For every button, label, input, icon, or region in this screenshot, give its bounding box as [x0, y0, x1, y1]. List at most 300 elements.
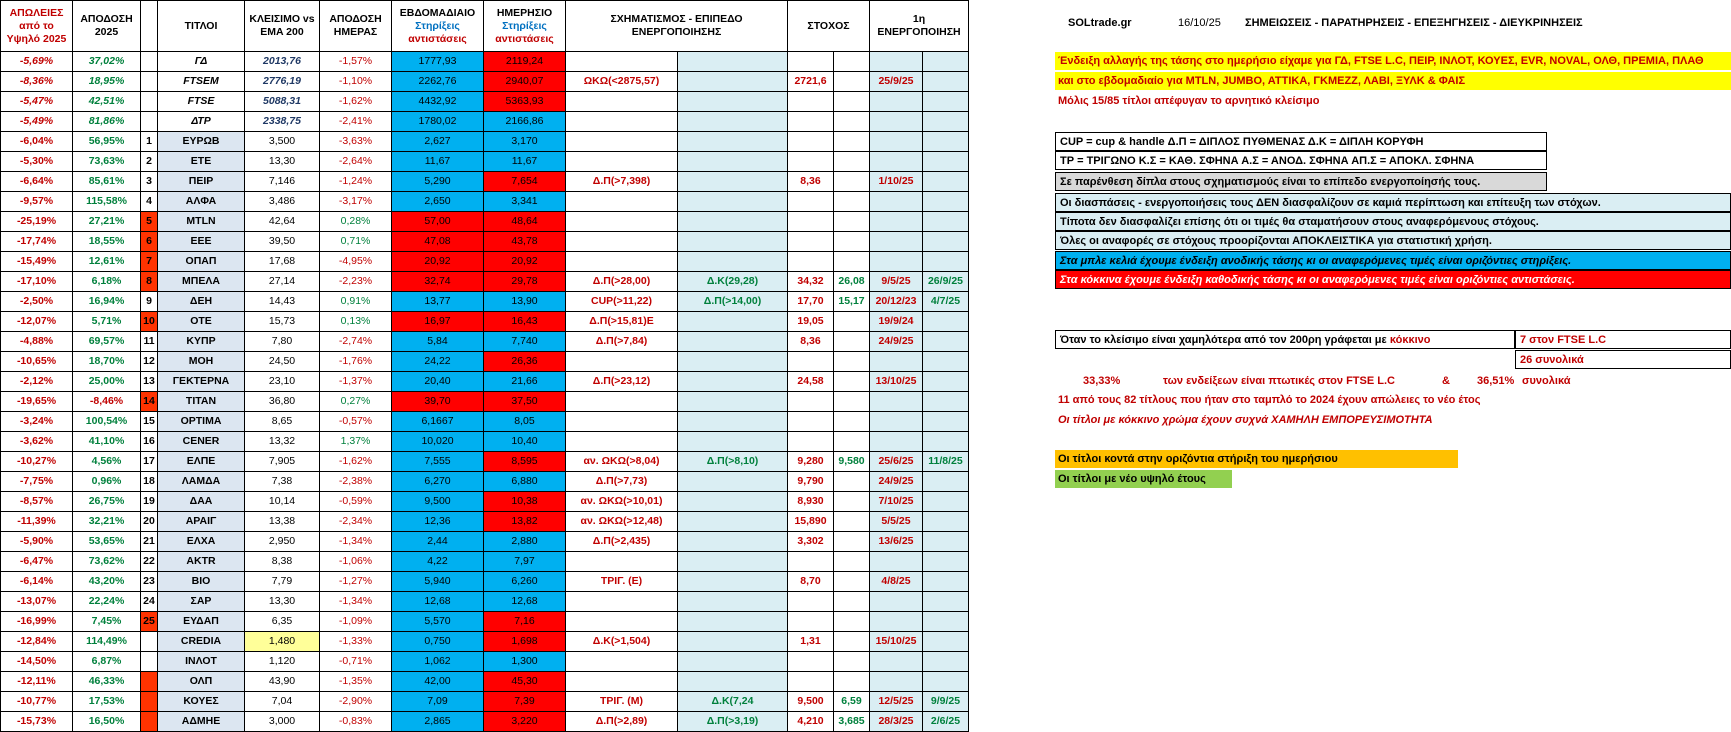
rank-number: 24 [141, 592, 158, 612]
pattern-secondary [678, 652, 788, 672]
pattern-header: ΣΧΗΜΑΤΙΣΜΟΣ - ΕΠΙΠΕΔΟ ΕΝΕΡΓΟΠΟΙΗΣΗΣ [566, 1, 788, 52]
close-price: 7,905 [245, 452, 320, 472]
stock-row [1, 172, 969, 192]
low-liquidity-note: Οι τίτλοι με κόκκινο χρώμα έχουν συχνά ΧΑΜΗΛΗ ΕΜΠΟΡΕΥΣΙΜΟΤΗΤΑ [1058, 414, 1433, 426]
titles-header: ΤΙΤΛΟΙ [158, 1, 245, 52]
stock-row [1, 532, 969, 552]
activation-primary: 13/6/25 [870, 532, 923, 552]
trend-change-daily: Ένδειξη αλλαγής της τάσης στο ημερήσιο είχαμε για ΓΔ, FTSE L.C, ΠΕΙΡ, ΙΝΛΟΤ, ΚΟΥΕΣ, EVR, NOVAL, ΟΛΘ, ΠΡΕΜΙΑ, ΠΛΑΘ [1055, 52, 1731, 70]
stock-row [1, 232, 969, 252]
rank-number: 4 [141, 192, 158, 212]
close-price: 5088,31 [245, 92, 320, 112]
weekly-level: 1,062 [392, 652, 484, 672]
close-price: 36,80 [245, 392, 320, 412]
ticker-name: ΟΤΕ [158, 312, 245, 332]
ticker-name: ΓΕΚΤΕΡΝΑ [158, 372, 245, 392]
stock-row [1, 572, 969, 592]
loss-from-high: -2,12% [1, 372, 73, 392]
loss-from-high: -3,24% [1, 412, 73, 432]
loss-from-high: -17,10% [1, 272, 73, 292]
activation-secondary [923, 532, 969, 552]
activation-secondary [923, 432, 969, 452]
return-2025: 0,96% [73, 472, 141, 492]
close-price: 3,000 [245, 712, 320, 732]
close-price: 13,32 [245, 432, 320, 452]
rank-number [141, 52, 158, 72]
activation-primary [870, 152, 923, 172]
close-price: 17,68 [245, 252, 320, 272]
target-secondary [834, 252, 870, 272]
pattern-secondary [678, 332, 788, 352]
daily-header [484, 1, 566, 52]
target-secondary [834, 132, 870, 152]
loss-from-high: -17,74% [1, 232, 73, 252]
pattern-secondary [678, 172, 788, 192]
pattern-secondary [678, 152, 788, 172]
close-price: 6,35 [245, 612, 320, 632]
day-return: -2,38% [320, 472, 392, 492]
rank-number: 8 [141, 272, 158, 292]
return-2025: 53,65% [73, 532, 141, 552]
weekly-level: 2,44 [392, 532, 484, 552]
loss-from-high: -6,14% [1, 572, 73, 592]
close-price: 8,38 [245, 552, 320, 572]
loss-from-high: -12,11% [1, 672, 73, 692]
rank-number: 22 [141, 552, 158, 572]
escaped-note: Μόλις 15/85 τίτλοι απέφυγαν το αρνητικό κλείσιμο [1058, 95, 1320, 107]
day-return: -2,23% [320, 272, 392, 292]
ticker-name: ΕΕΕ [158, 232, 245, 252]
close-price: 3,486 [245, 192, 320, 212]
target-primary [788, 212, 834, 232]
target-primary: 9,280 [788, 452, 834, 472]
pattern-secondary [678, 312, 788, 332]
pattern-secondary [678, 472, 788, 492]
activation-primary [870, 232, 923, 252]
activation-secondary [923, 172, 969, 192]
stock-row [1, 212, 969, 232]
ticker-name: ΕΛΧΑ [158, 532, 245, 552]
pattern-primary [566, 152, 678, 172]
day-return: -3,17% [320, 192, 392, 212]
loss-from-high: -9,57% [1, 192, 73, 212]
return-2025: 56,95% [73, 132, 141, 152]
pattern-secondary [678, 592, 788, 612]
target-secondary: 9,580 [834, 452, 870, 472]
weekly-level: 5,570 [392, 612, 484, 632]
daily-level: 2,880 [484, 532, 566, 552]
day-return: -2,34% [320, 512, 392, 532]
day-return: 0,71% [320, 232, 392, 252]
weekly-level: 10,020 [392, 432, 484, 452]
activation-primary: 24/9/25 [870, 472, 923, 492]
close-price: 15,73 [245, 312, 320, 332]
activation-secondary [923, 52, 969, 72]
pattern-primary [566, 612, 678, 632]
pattern-primary: αν. ΩΚΩ(>8,04) [566, 452, 678, 472]
target-primary [788, 652, 834, 672]
activation-secondary [923, 72, 969, 92]
pattern-primary: αν. ΩΚΩ(>10,01) [566, 492, 678, 512]
ticker-name: ΑΔΜΗΕ [158, 712, 245, 732]
rank-number: 10 [141, 312, 158, 332]
rank-number: 1 [141, 132, 158, 152]
loss-from-high: -2,50% [1, 292, 73, 312]
return-2025: 46,33% [73, 672, 141, 692]
other-row [1, 672, 969, 692]
activation-secondary [923, 352, 969, 372]
close-price: 7,146 [245, 172, 320, 192]
target-primary [788, 92, 834, 112]
pattern-secondary: Δ.Π(>8,10) [678, 452, 788, 472]
activation-primary [870, 412, 923, 432]
target-primary: 8,70 [788, 572, 834, 592]
pattern-secondary [678, 72, 788, 92]
total-count: 26 συνολικά [1515, 350, 1731, 369]
pct-total: 36,51% [1477, 375, 1515, 387]
day-return: -1,62% [320, 452, 392, 472]
activation-secondary: 11/8/25 [923, 452, 969, 472]
index-row [1, 72, 969, 92]
pattern-secondary: Δ.Κ(29,28) [678, 272, 788, 292]
return-2025: 37,02% [73, 52, 141, 72]
day-return: -0,71% [320, 652, 392, 672]
return-2025: 18,95% [73, 72, 141, 92]
weekly-level: 6,1667 [392, 412, 484, 432]
close-price: 13,38 [245, 512, 320, 532]
pattern-secondary [678, 112, 788, 132]
losses-2024-note: 11 από τους 82 τίτλους που ήταν στο ταμπλό το 2024 έχουν απώλειες το νέο έτος [1058, 394, 1481, 406]
weekly-level: 2,650 [392, 192, 484, 212]
ticker-name: ΔΕΗ [158, 292, 245, 312]
stock-row [1, 412, 969, 432]
loss-from-high: -13,07% [1, 592, 73, 612]
weekly-level: 7,555 [392, 452, 484, 472]
pattern-primary [566, 392, 678, 412]
ticker-name: ΕΥΔΑΠ [158, 612, 245, 632]
daily-level: 2119,24 [484, 52, 566, 72]
activation-secondary [923, 372, 969, 392]
daily-level: 6,260 [484, 572, 566, 592]
pattern-primary: Δ.Π(>7,398) [566, 172, 678, 192]
target-primary [788, 232, 834, 252]
pattern-primary [566, 552, 678, 572]
pattern-secondary [678, 372, 788, 392]
weekly-level: 42,00 [392, 672, 484, 692]
day-return: -1,62% [320, 92, 392, 112]
report-date: 16/10/25 [1178, 17, 1221, 29]
activation-primary: 1/10/25 [870, 172, 923, 192]
pct-ftse: 33,33% [1083, 375, 1121, 387]
return-2025: 26,75% [73, 492, 141, 512]
target-primary [788, 432, 834, 452]
target-primary [788, 672, 834, 692]
close-header: ΚΛΕΙΣΙΜΟ vs EMA 200 [245, 1, 320, 52]
target-header: ΣΤΟΧΟΣ [788, 1, 870, 52]
pattern-primary [566, 132, 678, 152]
stock-row [1, 472, 969, 492]
target-secondary [834, 532, 870, 552]
day-return: -1,33% [320, 632, 392, 652]
activation-secondary [923, 472, 969, 492]
weekly-level: 5,940 [392, 572, 484, 592]
weekly-level: 9,500 [392, 492, 484, 512]
activation-secondary: 9/9/25 [923, 692, 969, 712]
close-price: 1,120 [245, 652, 320, 672]
target-primary: 19,05 [788, 312, 834, 332]
activation-secondary [923, 512, 969, 532]
daily-level: 10,38 [484, 492, 566, 512]
weekly-level: 39,70 [392, 392, 484, 412]
target-primary: 9,500 [788, 692, 834, 712]
day-return: -0,83% [320, 712, 392, 732]
return-2025: 22,24% [73, 592, 141, 612]
trend-change-weekly: και στο εβδομαδιαίο για MTLN, JUMBO, ATTIKA, ΓΚΜΕΖΖ, ΛΑΒΙ, ΞΥΛΚ & ΦΑΙΣ [1055, 72, 1731, 90]
activation-secondary [923, 232, 969, 252]
pattern-primary: αν. ΩΚΩ(>12,48) [566, 512, 678, 532]
pattern-secondary: Δ.Κ(7,24 [678, 692, 788, 712]
daily-level: 1,300 [484, 652, 566, 672]
activation-secondary [923, 412, 969, 432]
activation-secondary [923, 212, 969, 232]
ticker-name: ΠΕΙΡ [158, 172, 245, 192]
stock-row [1, 332, 969, 352]
pattern-primary [566, 432, 678, 452]
day-return: -4,95% [320, 252, 392, 272]
pattern-primary [566, 52, 678, 72]
pattern-primary [566, 112, 678, 132]
loss-from-high: -6,47% [1, 552, 73, 572]
rank-number [141, 72, 158, 92]
weekly-level: 5,290 [392, 172, 484, 192]
close-price: 8,65 [245, 412, 320, 432]
stock-row [1, 252, 969, 272]
activation-secondary [923, 652, 969, 672]
pattern-primary [566, 192, 678, 212]
ticker-name: MTLN [158, 212, 245, 232]
pct-text: των ενδείξεων είναι πτωτικές στον FTSE L.C [1163, 375, 1395, 387]
loss-from-high: -19,65% [1, 392, 73, 412]
ma200-note-red: κόκκινο [1389, 334, 1431, 346]
pattern-secondary [678, 92, 788, 112]
daily-title: ΗΜΕΡΗΣΙΟ [496, 6, 553, 19]
return-2025: 16,94% [73, 292, 141, 312]
activation-secondary [923, 92, 969, 112]
ticker-name: ΑΡΑΙΓ [158, 512, 245, 532]
target-primary: 34,32 [788, 272, 834, 292]
daily-level: 7,16 [484, 612, 566, 632]
target-secondary: 15,17 [834, 292, 870, 312]
loss-from-high: -5,30% [1, 152, 73, 172]
activation-primary: 28/3/25 [870, 712, 923, 732]
rank-number: 11 [141, 332, 158, 352]
weekly-resistances: αντιστάσεις [408, 32, 467, 45]
target-secondary [834, 512, 870, 532]
day-return: 0,13% [320, 312, 392, 332]
target-primary: 17,70 [788, 292, 834, 312]
pattern-secondary [678, 192, 788, 212]
weekly-header [392, 1, 484, 52]
loss-from-high: -15,73% [1, 712, 73, 732]
activation-secondary [923, 672, 969, 692]
near-support-note: Οι τίτλοι κοντά στην οριζόντια στήριξη του ημερήσιου [1055, 450, 1458, 468]
day-return-header: ΑΠΟΔΟΣΗ ΗΜΕΡΑΣ [320, 1, 392, 52]
day-return: -1,76% [320, 352, 392, 372]
rank-number [141, 692, 158, 712]
activation-primary [870, 612, 923, 632]
target-primary: 4,210 [788, 712, 834, 732]
loss-from-high: -25,19% [1, 212, 73, 232]
ticker-name: ΕΥΡΩΒ [158, 132, 245, 152]
loss-from-high: -6,64% [1, 172, 73, 192]
loss-from-high: -8,57% [1, 492, 73, 512]
ticker-name: AKTR [158, 552, 245, 572]
daily-level: 3,220 [484, 712, 566, 732]
notes-title: ΣΗΜΕΙΩΣΕΙΣ - ΠΑΡΑΤΗΡΗΣΕΙΣ - ΕΠΕΞΗΓΗΣΕΙΣ - ΔΙΕΥΚΡΙΝΗΣΕΙΣ [1245, 17, 1583, 29]
rank-number: 9 [141, 292, 158, 312]
activation-primary [870, 192, 923, 212]
activation-primary [870, 252, 923, 272]
ticker-name: ΟΛΠ [158, 672, 245, 692]
activation-primary: 13/10/25 [870, 372, 923, 392]
pattern-secondary [678, 532, 788, 552]
daily-level: 13,90 [484, 292, 566, 312]
rank-number [141, 92, 158, 112]
rank-number: 18 [141, 472, 158, 492]
pct-amp: & [1442, 375, 1450, 387]
weekly-level: 1780,02 [392, 112, 484, 132]
rank-number: 12 [141, 352, 158, 372]
close-price: 10,14 [245, 492, 320, 512]
ticker-name: ΜΟΗ [158, 352, 245, 372]
close-price: 43,90 [245, 672, 320, 692]
pattern-secondary: Δ.Π(>3,19) [678, 712, 788, 732]
target-secondary [834, 672, 870, 692]
ticker-name: ΚΟΥΕΣ [158, 692, 245, 712]
target-secondary: 26,08 [834, 272, 870, 292]
weekly-level: 16,97 [392, 312, 484, 332]
daily-level: 48,64 [484, 212, 566, 232]
stock-row [1, 432, 969, 452]
target-secondary [834, 552, 870, 572]
rank-number: 2 [141, 152, 158, 172]
activation-secondary: 2/6/25 [923, 712, 969, 732]
pattern-primary: Δ.Π(>7,73) [566, 472, 678, 492]
day-return: -1,34% [320, 592, 392, 612]
close-price: 3,500 [245, 132, 320, 152]
return-2025: 18,70% [73, 352, 141, 372]
ticker-name: CENER [158, 432, 245, 452]
daily-level: 21,66 [484, 372, 566, 392]
disclaimer-1: Οι διασπάσεις - ενεργοποιήσεις τους ΔΕΝ διασφαλίζουν σε καμιά περίπτωση και επίτευξη των στόχων. [1055, 193, 1731, 212]
return-2025: 41,10% [73, 432, 141, 452]
close-price: 39,50 [245, 232, 320, 252]
ticker-name: ΙΝΛΟΤ [158, 652, 245, 672]
activation-primary [870, 672, 923, 692]
close-price: 23,10 [245, 372, 320, 392]
close-price: 14,43 [245, 292, 320, 312]
pattern-secondary [678, 572, 788, 592]
ticker-name: FTSE [158, 92, 245, 112]
activation-primary [870, 592, 923, 612]
activation-primary [870, 432, 923, 452]
activation-secondary: 4/7/25 [923, 292, 969, 312]
weekly-level: 20,40 [392, 372, 484, 392]
close-price: 7,80 [245, 332, 320, 352]
target-secondary [834, 332, 870, 352]
pattern-primary: Δ.Π(>2,89) [566, 712, 678, 732]
activation-secondary [923, 552, 969, 572]
loss-from-high: -14,50% [1, 652, 73, 672]
activation-primary [870, 212, 923, 232]
activation-secondary [923, 132, 969, 152]
weekly-level: 1777,93 [392, 52, 484, 72]
pattern-secondary [678, 392, 788, 412]
activation-primary: 12/5/25 [870, 692, 923, 712]
target-secondary [834, 472, 870, 492]
pattern-secondary [678, 412, 788, 432]
pattern-primary [566, 652, 678, 672]
target-primary: 8,930 [788, 492, 834, 512]
target-primary [788, 192, 834, 212]
activation-primary [870, 52, 923, 72]
weekly-level: 2,865 [392, 712, 484, 732]
rank-number [141, 672, 158, 692]
loss-from-high: -5,49% [1, 112, 73, 132]
ticker-name: ΟΡΤΙΜΑ [158, 412, 245, 432]
return-2025: 27,21% [73, 212, 141, 232]
ticker-name: ΕΛΠΕ [158, 452, 245, 472]
ticker-name: ΔΑΑ [158, 492, 245, 512]
ticker-name: ΒΙΟ [158, 572, 245, 592]
ticker-name: ΓΔ [158, 52, 245, 72]
day-return: -1,10% [320, 72, 392, 92]
activation-secondary [923, 152, 969, 172]
red-cells-note: Στα κόκκινα έχουμε ένδειξη καθοδικής τάσης κι οι αναφερόμενες τιμές είναι οριζόντιες αντιστάσεις. [1055, 270, 1731, 289]
day-return: -1,06% [320, 552, 392, 572]
ticker-name: ΛΑΜΔΑ [158, 472, 245, 492]
stock-row [1, 452, 969, 472]
close-price: 7,79 [245, 572, 320, 592]
daily-level: 10,40 [484, 432, 566, 452]
rank-number: 5 [141, 212, 158, 232]
stock-row [1, 192, 969, 212]
loss-from-high: -7,75% [1, 472, 73, 492]
return-2025: 100,54% [73, 412, 141, 432]
weekly-level: 11,67 [392, 152, 484, 172]
ticker-name: ΕΤΕ [158, 152, 245, 172]
return-2025: 5,71% [73, 312, 141, 332]
activation-primary: 25/9/25 [870, 72, 923, 92]
pattern-secondary [678, 212, 788, 232]
return-2025: 6,18% [73, 272, 141, 292]
loss-from-high: -11,39% [1, 512, 73, 532]
pattern-primary [566, 412, 678, 432]
close-price: 1,480 [245, 632, 320, 652]
close-price: 2,950 [245, 532, 320, 552]
target-secondary [834, 372, 870, 392]
disclaimer-2: Τίποτα δεν διασφαλίζει επίσης ότι οι τιμές θα σταματήσουν στους αναφερόμενους στόχους. [1055, 212, 1731, 231]
rank-number: 15 [141, 412, 158, 432]
ticker-name: ΔΤΡ [158, 112, 245, 132]
close-price: 2776,19 [245, 72, 320, 92]
target-primary: 3,302 [788, 532, 834, 552]
return-2025: 32,21% [73, 512, 141, 532]
daily-level: 26,36 [484, 352, 566, 372]
activation-primary: 19/9/24 [870, 312, 923, 332]
activation-secondary [923, 112, 969, 132]
stock-row [1, 312, 969, 332]
